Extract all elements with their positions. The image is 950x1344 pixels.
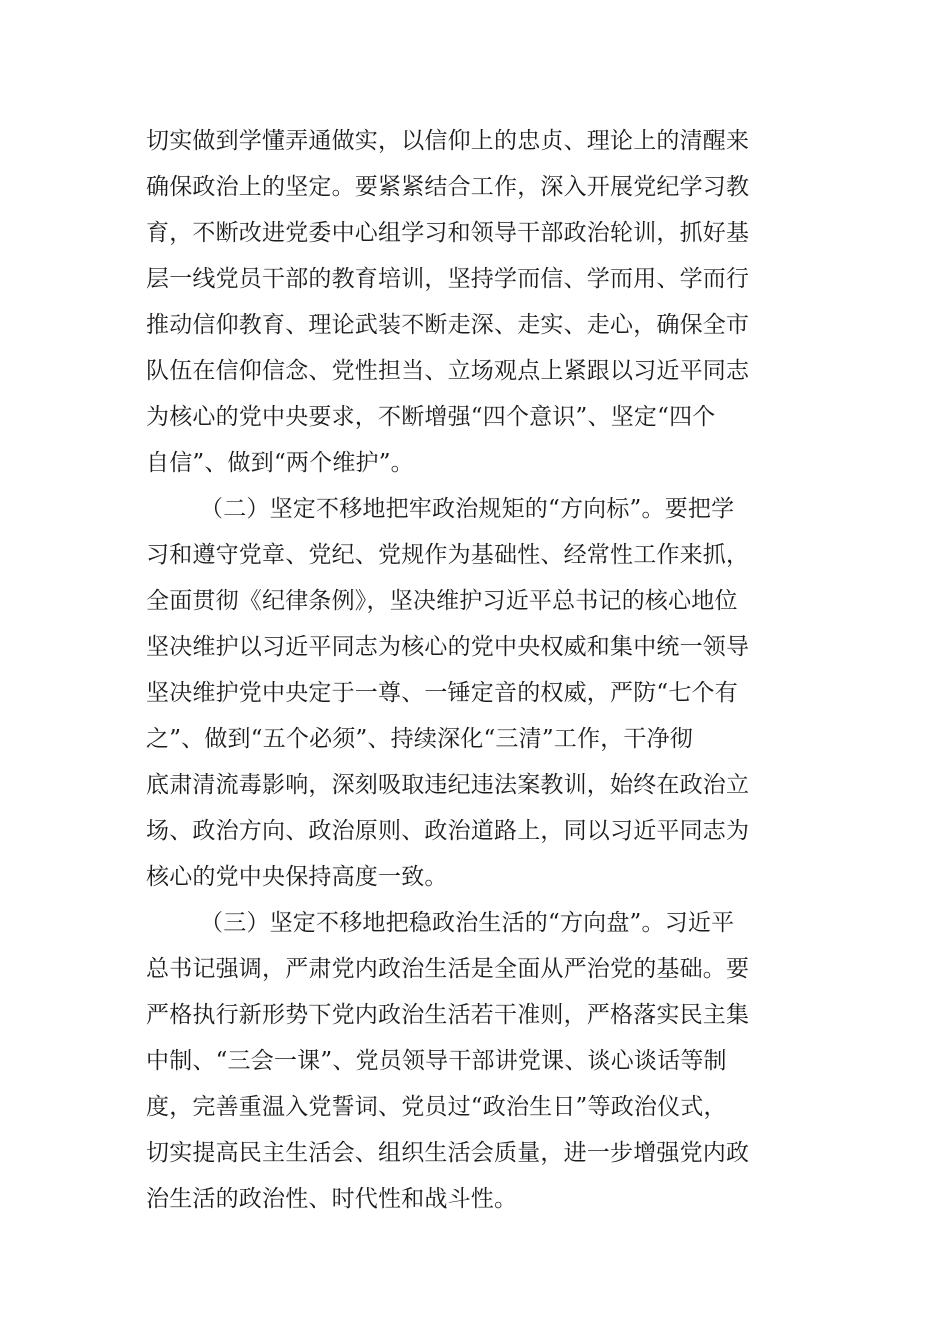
text-line: 层一线党员干部的教育培训，坚持学而信、学而用、学而行 [146,266,750,292]
text-line: 全面贯彻《纪律条例》，坚决维护习近平总书记的核心地位 [146,588,738,614]
text-line: 推动信仰教育、理论武装不断走深、走实、走心，确保全市 [146,312,750,338]
text-line: 队伍在信仰信念、党性担当、立场观点上紧跟以习近平同志 [146,358,750,384]
section-heading-2: （二）坚定不移地把牢政治规矩的“方向标”。要把学 [200,496,735,522]
text-line: 坚决维护以习近平同志为核心的党中央权威和集中统一领导 [146,634,750,660]
text-line: 严格执行新形势下党内政治生活若干准则，严格落实民主集 [146,1002,750,1028]
text-line: 育，不断改进党委中心组学习和领导干部政治轮训，抓好基 [146,220,750,246]
text-line: 切实做到学懂弄通做实，以信仰上的忠贞、理论上的清醒来 [146,128,750,154]
text-line: 中制、“三会一课”、党员领导干部讲党课、谈心谈话等制 [146,1048,727,1074]
text-line: 底肃清流毒影响，深刻吸取违纪违法案教训，始终在政治立 [146,772,750,798]
text-line: 场、政治方向、政治原则、政治道路上，同以习近平同志为 [146,818,750,844]
text-line: 确保政治上的坚定。要紧紧结合工作，深入开展党纪学习教 [146,174,750,200]
text-line: 自信”、做到“两个维护”。 [146,450,414,476]
text-line: 习和遵守党章、党纪、党规作为基础性、经常性工作来抓， [146,542,750,568]
text-line: 核心的党中央保持高度一致。 [146,864,448,890]
text-line: 坚决维护党中央定于一尊、一锤定音的权威，严防“七个有 [146,680,738,706]
section-heading-3: （三）坚定不移地把稳政治生活的“方向盘”。习近平 [200,910,735,936]
text-line: 总书记强调，严肃党内政治生活是全面从严治党的基础。要 [146,956,750,982]
text-line: 之”、做到“五个必须”、持续深化“三清”工作，干净彻 [146,726,693,752]
text-line: 切实提高民主生活会、组织生活会质量，进一步增强党内政 [146,1140,750,1166]
text-line: 为核心的党中央要求，不断增强“四个意识”、坚定“四个 [146,404,716,430]
text-line: 治生活的政治性、时代性和战斗性。 [146,1186,518,1212]
text-line: 度，完善重温入党誓词、党员过“政治生日”等政治仪式， [146,1094,727,1120]
